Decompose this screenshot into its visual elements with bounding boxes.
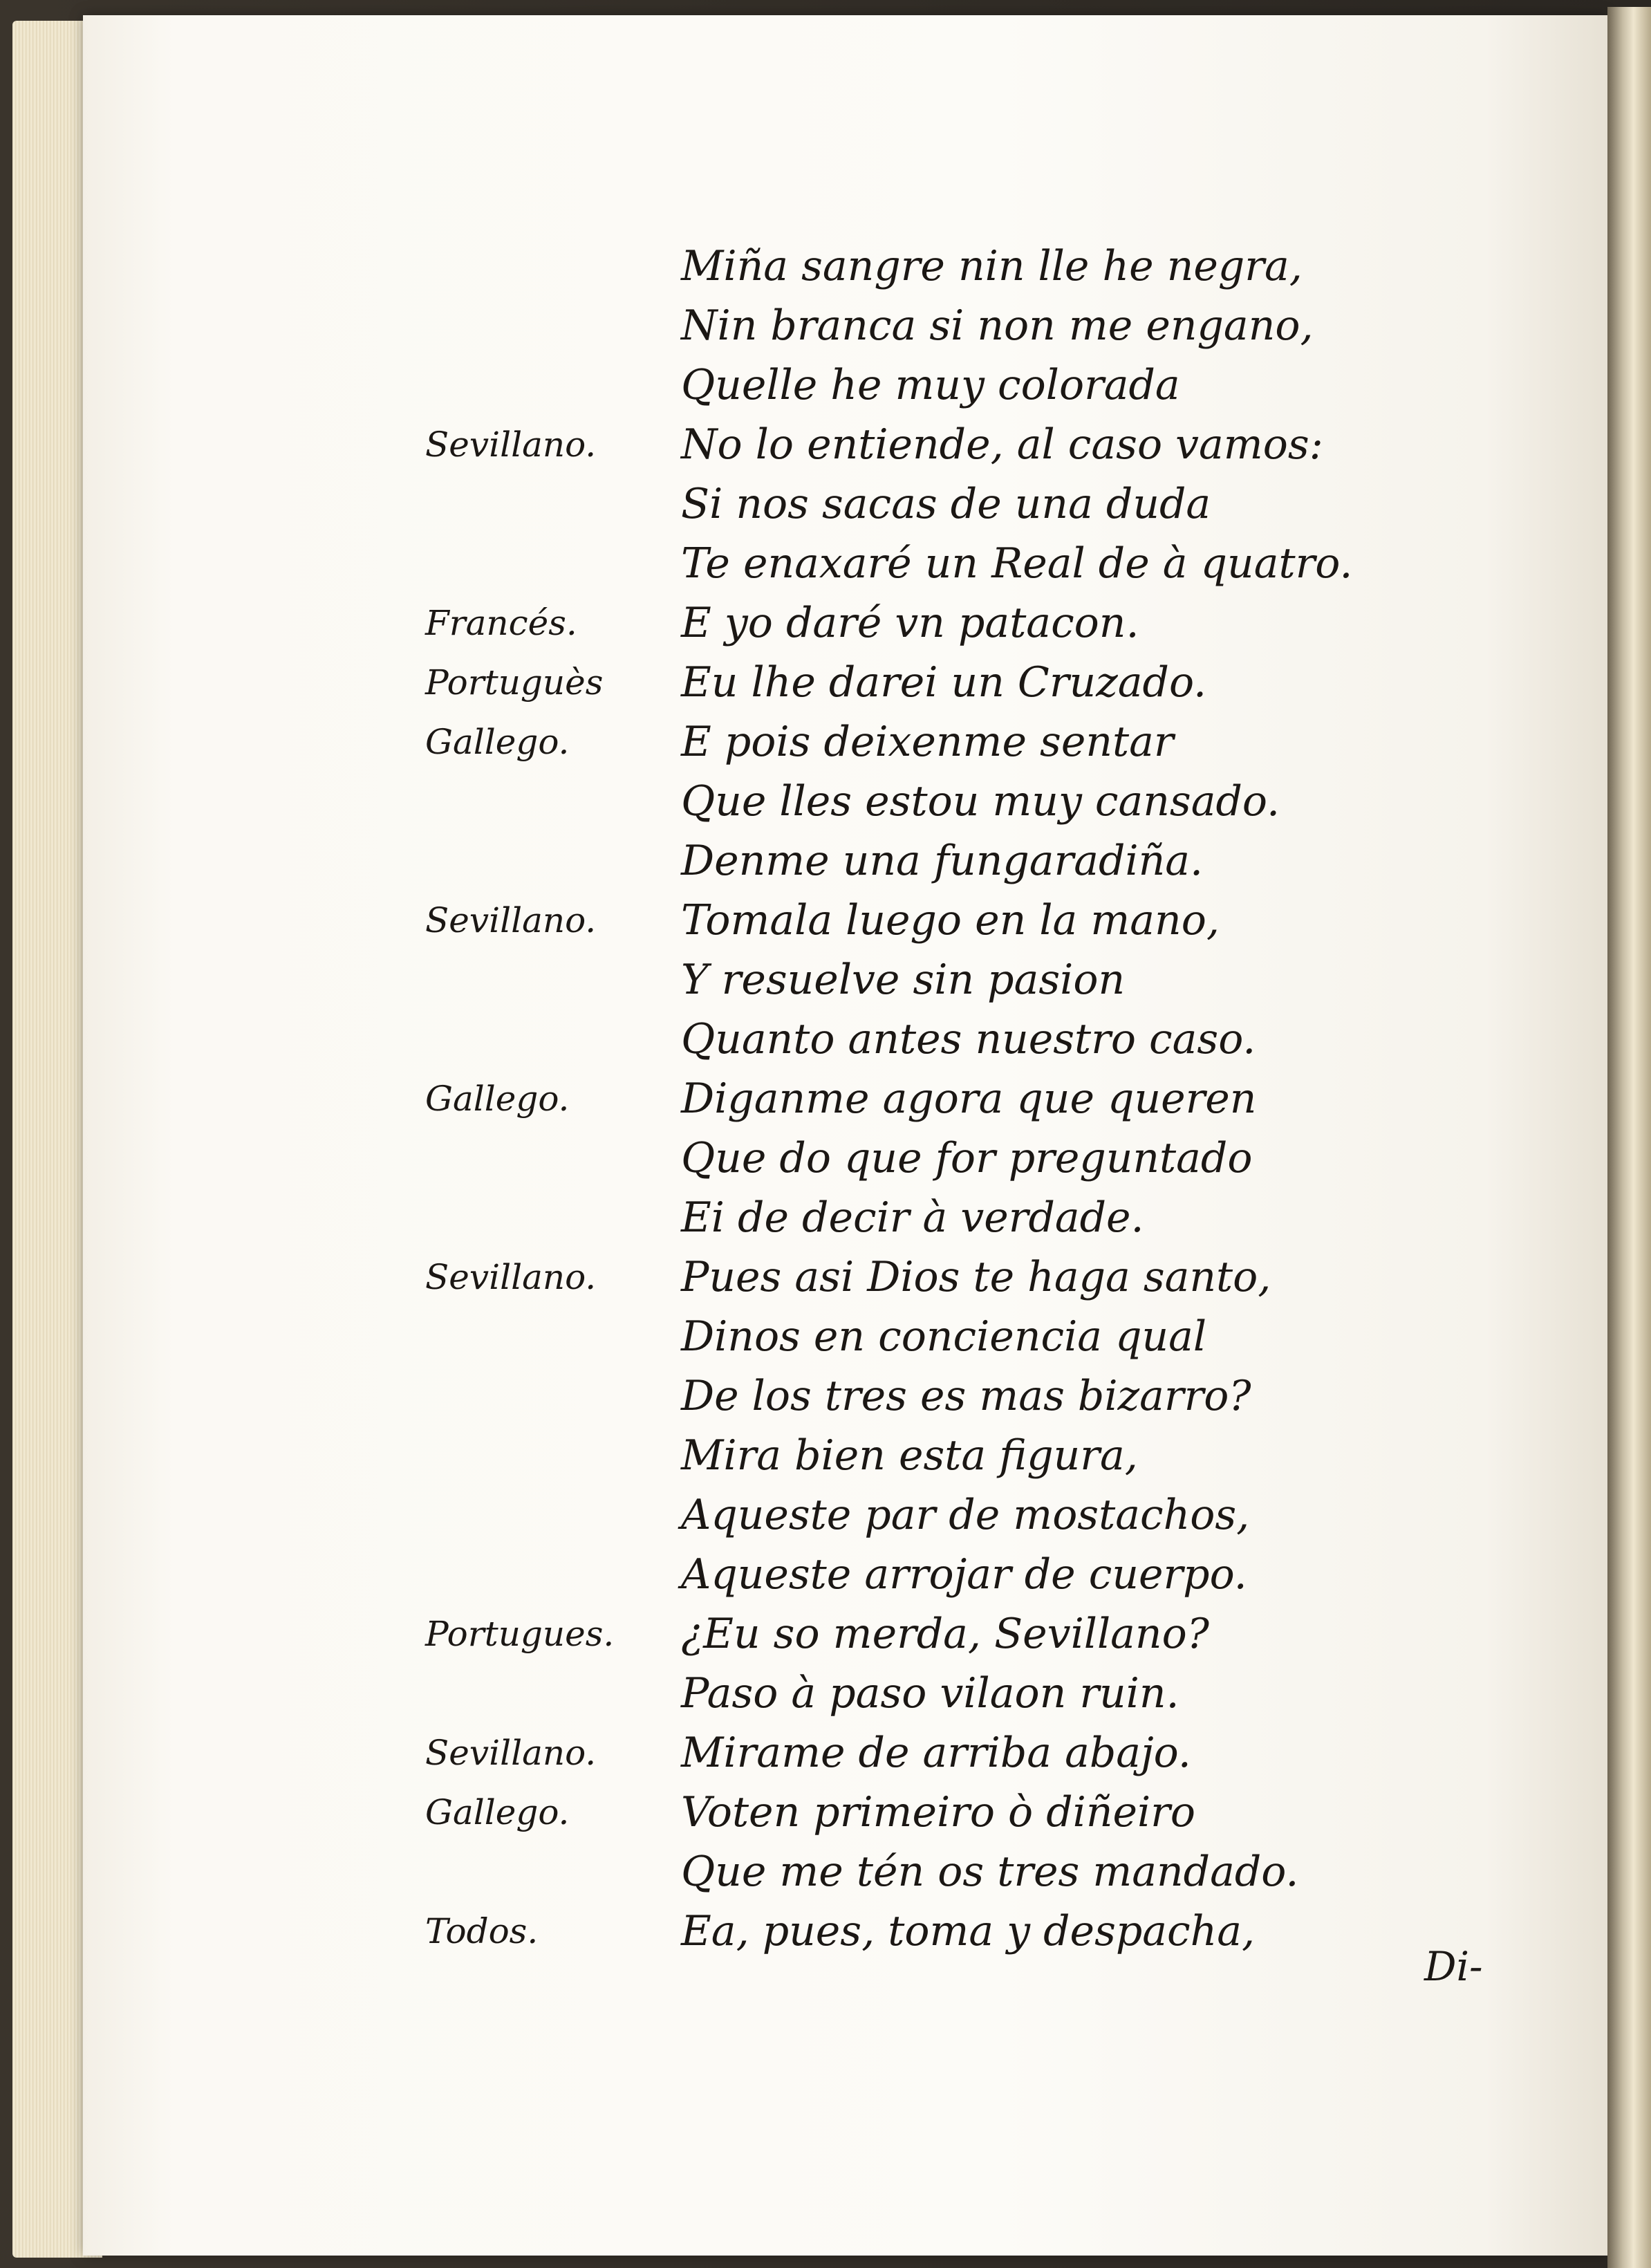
verse-line xyxy=(0,1366,1651,1426)
verse-line xyxy=(0,296,1651,355)
verse-text: Diganme agora que queren xyxy=(681,1075,1257,1123)
verse-text: Que lles estou muy cansado. xyxy=(681,777,1280,826)
verse-line xyxy=(0,1485,1651,1545)
speaker-name: Sevillano. xyxy=(425,900,597,940)
verse-line xyxy=(0,1426,1651,1485)
verse-line xyxy=(0,1188,1651,1247)
verse-text: Voten primeiro ò diñeiro xyxy=(681,1788,1195,1837)
speaker-name: Francés. xyxy=(425,603,577,643)
catchword: Di- xyxy=(1424,1943,1483,1990)
verse-line xyxy=(0,534,1651,593)
verse-line xyxy=(0,236,1651,296)
verse-line xyxy=(0,1723,1651,1783)
verse-text: Eu lhe darei un Cruzado. xyxy=(681,658,1207,707)
verse-line xyxy=(0,1307,1651,1366)
verse-line xyxy=(0,1902,1651,1961)
verse-text: Denme una fungaradiña. xyxy=(681,837,1204,885)
speaker-name: Sevillano. xyxy=(425,1257,597,1297)
verse-line xyxy=(0,415,1651,474)
verse-text: Nin branca si non me engano, xyxy=(681,301,1314,350)
verse-line xyxy=(0,950,1651,1010)
verse-line xyxy=(0,712,1651,772)
verse-line xyxy=(0,772,1651,831)
verse-text: Que do que for preguntado xyxy=(681,1134,1253,1182)
verse-line xyxy=(0,831,1651,891)
verse-line xyxy=(0,1128,1651,1188)
verse-line xyxy=(0,1247,1651,1307)
verse-line xyxy=(0,1604,1651,1664)
verse-text: Tomala luego en la mano, xyxy=(681,896,1220,945)
verse-text: Si nos sacas de una duda xyxy=(681,480,1211,528)
verse-text: Quanto antes nuestro caso. xyxy=(681,1015,1256,1063)
verse-text: Y resuelve sin pasion xyxy=(681,956,1126,1004)
verse-text: E yo daré vn patacon. xyxy=(681,599,1139,647)
speaker-name: Gallego. xyxy=(425,722,570,762)
verse-line xyxy=(0,1010,1651,1069)
verse-text: No lo entiende, al caso vamos: xyxy=(681,420,1323,469)
verse-text: Mira bien esta figura, xyxy=(681,1431,1138,1480)
verse-text: Miña sangre nin lle he negra, xyxy=(681,242,1303,290)
verse-line xyxy=(0,355,1651,415)
speaker-name: Portuguès xyxy=(425,662,604,703)
verse-text: Paso à paso vilaon ruin. xyxy=(681,1669,1179,1718)
verse-text: De los tres es mas bizarro? xyxy=(681,1372,1251,1420)
verse-line xyxy=(0,1842,1651,1902)
verse-text: Aqueste arrojar de cuerpo. xyxy=(681,1550,1247,1599)
verse-text: Pues asi Dios te haga santo, xyxy=(681,1253,1271,1301)
verse-line xyxy=(0,653,1651,712)
verse-text: Que me tén os tres mandado. xyxy=(681,1848,1299,1896)
verse-text: Dinos en conciencia qual xyxy=(681,1312,1207,1361)
verse-line xyxy=(0,891,1651,950)
verse-line xyxy=(0,474,1651,534)
verse-text: Quelle he muy colorada xyxy=(681,361,1180,409)
speaker-name: Gallego. xyxy=(425,1792,570,1832)
verse-text: Ei de decir à verdade. xyxy=(681,1193,1144,1242)
verse-text: Ea, pues, toma y despacha, xyxy=(681,1907,1256,1955)
verse-line xyxy=(0,1664,1651,1723)
verse-line xyxy=(0,1069,1651,1128)
speaker-name: Portugues. xyxy=(425,1614,615,1654)
verse-line xyxy=(0,1783,1651,1842)
verse-text: ¿Eu so merda, Sevillano? xyxy=(681,1610,1209,1658)
verse-text: E pois deixenme sentar xyxy=(681,718,1174,766)
speaker-name: Sevillano. xyxy=(425,1733,597,1773)
verse-text: Te enaxaré un Real de à quatro. xyxy=(681,539,1353,588)
verse-text: Aqueste par de mostachos, xyxy=(681,1491,1250,1539)
speaker-name: Sevillano. xyxy=(425,425,597,465)
speaker-name: Gallego. xyxy=(425,1079,570,1119)
speaker-name: Todos. xyxy=(425,1911,539,1951)
verse-text: Mirame de arriba abajo. xyxy=(681,1729,1191,1777)
verse-line xyxy=(0,1545,1651,1604)
verse-line xyxy=(0,593,1651,653)
